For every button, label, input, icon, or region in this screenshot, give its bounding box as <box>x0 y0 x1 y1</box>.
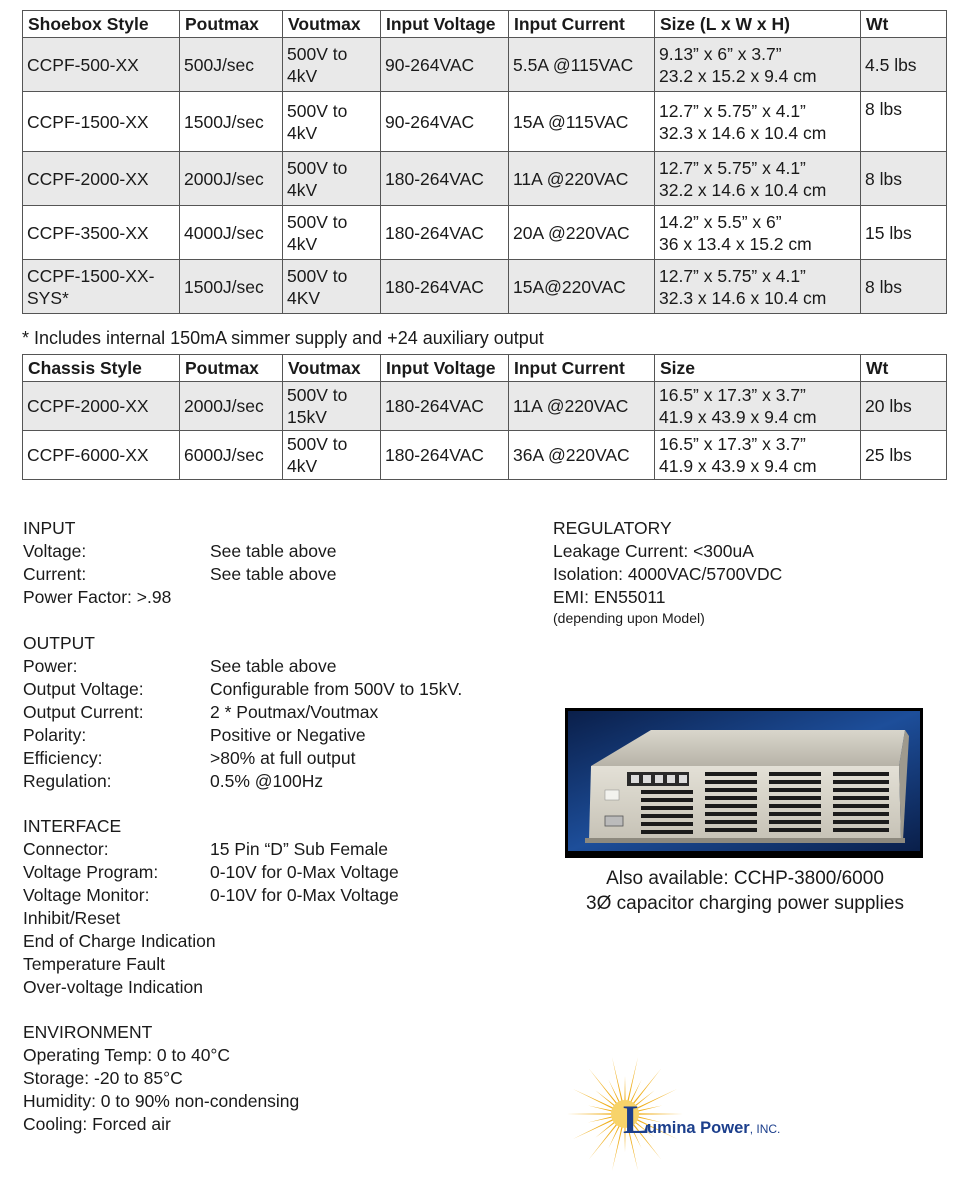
regulatory-item: Isolation: 4000VAC/5700VDC <box>553 564 783 584</box>
input-voltage-cell: 180-264VAC <box>381 382 509 431</box>
section-heading: INPUT <box>23 518 76 538</box>
spec-label: Regulation: <box>23 771 112 791</box>
model-cell: CCPF-2000-XX <box>23 382 180 431</box>
section-heading: ENVIRONMENT <box>23 1022 153 1042</box>
weight-cell: 8 lbs <box>861 92 947 152</box>
poutmax-cell: 2000J/sec <box>180 382 283 431</box>
column-header: Shoebox Style <box>23 11 180 38</box>
size-cm: 32.3 x 14.6 x 10.4 cm <box>659 287 827 308</box>
spec-value: 0.5% @100Hz <box>210 771 324 791</box>
column-header: Input Voltage <box>381 11 509 38</box>
column-header: Wt <box>861 11 947 38</box>
voutmax-cell: 500V to 4kV <box>283 152 381 206</box>
size-cell <box>655 92 861 152</box>
table-header-row <box>23 11 947 38</box>
spec-value: 0-10V for 0-Max Voltage <box>210 862 399 882</box>
spec-label: Voltage Program: <box>23 862 159 882</box>
input-current-cell: 5.5A @115VAC <box>509 38 655 92</box>
input-current-cell: 11A @220VAC <box>509 382 655 431</box>
column-header: Chassis Style <box>23 355 180 382</box>
spec-value: 0-10V for 0-Max Voltage <box>210 885 399 905</box>
table-row <box>23 92 947 152</box>
voutmax-cell: 500V to 4kV <box>283 431 381 480</box>
environment-item: Operating Temp: 0 to 40°C <box>23 1045 231 1065</box>
logo-letter: L <box>623 1097 650 1142</box>
also-available-caption <box>560 866 930 916</box>
logo-text: umina Power, INC. <box>647 1119 781 1137</box>
column-header: Voutmax <box>283 355 381 382</box>
spec-label: Connector: <box>23 839 109 859</box>
size-inches: 14.2” x 5.5” x 6” <box>659 211 782 232</box>
table-row <box>23 38 947 92</box>
voutmax-cell: 500V to 15kV <box>283 382 381 431</box>
table-row <box>23 431 947 480</box>
weight-cell: 15 lbs <box>861 206 947 260</box>
shoebox-table <box>22 10 947 314</box>
environment-item: Storage: -20 to 85°C <box>23 1068 183 1088</box>
input-voltage-cell: 180-264VAC <box>381 152 509 206</box>
column-header: Poutmax <box>180 11 283 38</box>
interface-feature: End of Charge Indication <box>23 931 216 951</box>
table-row <box>23 260 947 314</box>
input-voltage-cell: 180-264VAC <box>381 260 509 314</box>
spec-value: Positive or Negative <box>210 725 366 745</box>
sun-ray <box>567 1113 617 1114</box>
table-row <box>23 382 947 431</box>
input-current-cell: 11A @220VAC <box>509 152 655 206</box>
spec-label: Voltage Monitor: <box>23 885 150 905</box>
model-cell: CCPF-3500-XX <box>23 206 180 260</box>
product-photo <box>565 708 923 858</box>
size-cell <box>655 152 861 206</box>
poutmax-cell: 4000J/sec <box>180 206 283 260</box>
table-footnote: * Includes internal 150mA simmer supply and +24 auxiliary output <box>22 328 544 348</box>
spec-value: 2 * Poutmax/Voutmax <box>210 702 379 722</box>
size-cm: 36 x 13.4 x 15.2 cm <box>659 233 812 254</box>
spec-label: Voltage: <box>23 541 87 561</box>
input-section <box>23 517 337 609</box>
model-cell: CCPF-6000-XX <box>23 431 180 480</box>
chassis-table <box>22 354 947 480</box>
column-header: Wt <box>861 355 947 382</box>
spec-value: See table above <box>210 656 337 676</box>
input-voltage-cell: 180-264VAC <box>381 431 509 480</box>
model-cell: CCPF-500-XX <box>23 38 180 92</box>
caption-line: 3Ø capacitor charging power supplies <box>586 893 904 914</box>
spec-value: See table above <box>210 564 337 584</box>
spec-label: Output Current: <box>23 702 144 722</box>
regulatory-section <box>553 517 782 627</box>
input-voltage-cell: 90-264VAC <box>381 38 509 92</box>
column-header: Input Current <box>509 11 655 38</box>
output-section <box>23 632 462 793</box>
section-heading: REGULATORY <box>553 518 672 538</box>
input-voltage-cell: 180-264VAC <box>381 206 509 260</box>
size-cell <box>655 260 861 314</box>
table-row <box>23 206 947 260</box>
environment-item: Humidity: 0 to 90% non-condensing <box>23 1091 300 1111</box>
size-cm: 32.3 x 14.6 x 10.4 cm <box>659 122 827 143</box>
column-header: Size <box>655 355 861 382</box>
weight-cell: 4.5 lbs <box>861 38 947 92</box>
size-cm: 41.9 x 43.9 x 9.4 cm <box>659 407 817 427</box>
spec-label: Efficiency: <box>23 748 103 768</box>
size-inches: 16.5” x 17.3” x 3.7” <box>659 385 806 405</box>
column-header: Input Current <box>509 355 655 382</box>
regulatory-note: (depending upon Model) <box>553 610 705 626</box>
poutmax-cell: 6000J/sec <box>180 431 283 480</box>
size-cm: 32.2 x 14.6 x 10.4 cm <box>659 179 827 200</box>
size-cell <box>655 206 861 260</box>
size-cm: 23.2 x 15.2 x 9.4 cm <box>659 65 817 86</box>
section-heading: OUTPUT <box>23 633 95 653</box>
sun-ray <box>573 1117 618 1139</box>
column-header: Input Voltage <box>381 355 509 382</box>
table-header-row <box>23 355 947 382</box>
size-inches: 12.7” x 5.75” x 4.1” <box>659 265 806 286</box>
input-current-cell: 15A@220VAC <box>509 260 655 314</box>
column-header: Poutmax <box>180 355 283 382</box>
sun-ray <box>573 1089 618 1111</box>
weight-cell: 8 lbs <box>861 152 947 206</box>
table-row <box>23 152 947 206</box>
spec-label: Polarity: <box>23 725 87 745</box>
section-heading: INTERFACE <box>23 816 122 836</box>
size-inches: 12.7” x 5.75” x 4.1” <box>659 157 806 178</box>
size-inches: 16.5” x 17.3” x 3.7” <box>659 434 806 454</box>
poutmax-cell: 1500J/sec <box>180 92 283 152</box>
size-cell <box>655 38 861 92</box>
size-cell <box>655 382 861 431</box>
voutmax-cell: 500V to 4kV <box>283 38 381 92</box>
size-cm: 41.9 x 43.9 x 9.4 cm <box>659 456 817 476</box>
voutmax-cell: 500V to 4kV <box>283 92 381 152</box>
interface-feature: Temperature Fault <box>23 954 166 974</box>
model-cell: CCPF-1500-XX-SYS* <box>23 260 180 314</box>
environment-item: Cooling: Forced air <box>23 1114 171 1134</box>
spec-label: Output Voltage: <box>23 679 144 699</box>
voutmax-cell: 500V to 4kV <box>283 206 381 260</box>
size-inches: 9.13” x 6” x 3.7” <box>659 43 782 64</box>
spec-value: 15 Pin “D” Sub Female <box>210 839 388 859</box>
input-current-cell: 36A @220VAC <box>509 431 655 480</box>
model-cell: CCPF-1500-XX <box>23 92 180 152</box>
poutmax-cell: 2000J/sec <box>180 152 283 206</box>
regulatory-item: Leakage Current: <300uA <box>553 541 754 561</box>
poutmax-cell: 500J/sec <box>180 38 283 92</box>
power-factor: Power Factor: >.98 <box>23 587 172 607</box>
column-header: Size (L x W x H) <box>655 11 861 38</box>
weight-cell: 20 lbs <box>861 382 947 431</box>
poutmax-cell: 1500J/sec <box>180 260 283 314</box>
interface-feature: Inhibit/Reset <box>23 908 121 928</box>
lumina-power-logo <box>565 1052 855 1172</box>
weight-cell: 8 lbs <box>861 260 947 314</box>
size-cell <box>655 431 861 480</box>
model-cell: CCPF-2000-XX <box>23 152 180 206</box>
voutmax-cell: 500V to 4KV <box>283 260 381 314</box>
size-inches: 12.7” x 5.75” x 4.1” <box>659 100 806 121</box>
spec-value: See table above <box>210 541 337 561</box>
regulatory-item: EMI: EN55011 <box>553 587 666 607</box>
weight-cell: 25 lbs <box>861 431 947 480</box>
input-current-cell: 15A @115VAC <box>509 92 655 152</box>
spec-label: Power: <box>23 656 78 676</box>
column-header: Voutmax <box>283 11 381 38</box>
spec-label: Current: <box>23 564 87 584</box>
interface-feature: Over-voltage Indication <box>23 977 203 997</box>
interface-section <box>23 815 399 999</box>
input-current-cell: 20A @220VAC <box>509 206 655 260</box>
spec-value: >80% at full output <box>210 748 356 768</box>
caption-line: Also available: CCHP-3800/6000 <box>606 868 884 889</box>
environment-section <box>23 1021 299 1136</box>
spec-value: Configurable from 500V to 15kV. <box>210 679 463 699</box>
input-voltage-cell: 90-264VAC <box>381 92 509 152</box>
